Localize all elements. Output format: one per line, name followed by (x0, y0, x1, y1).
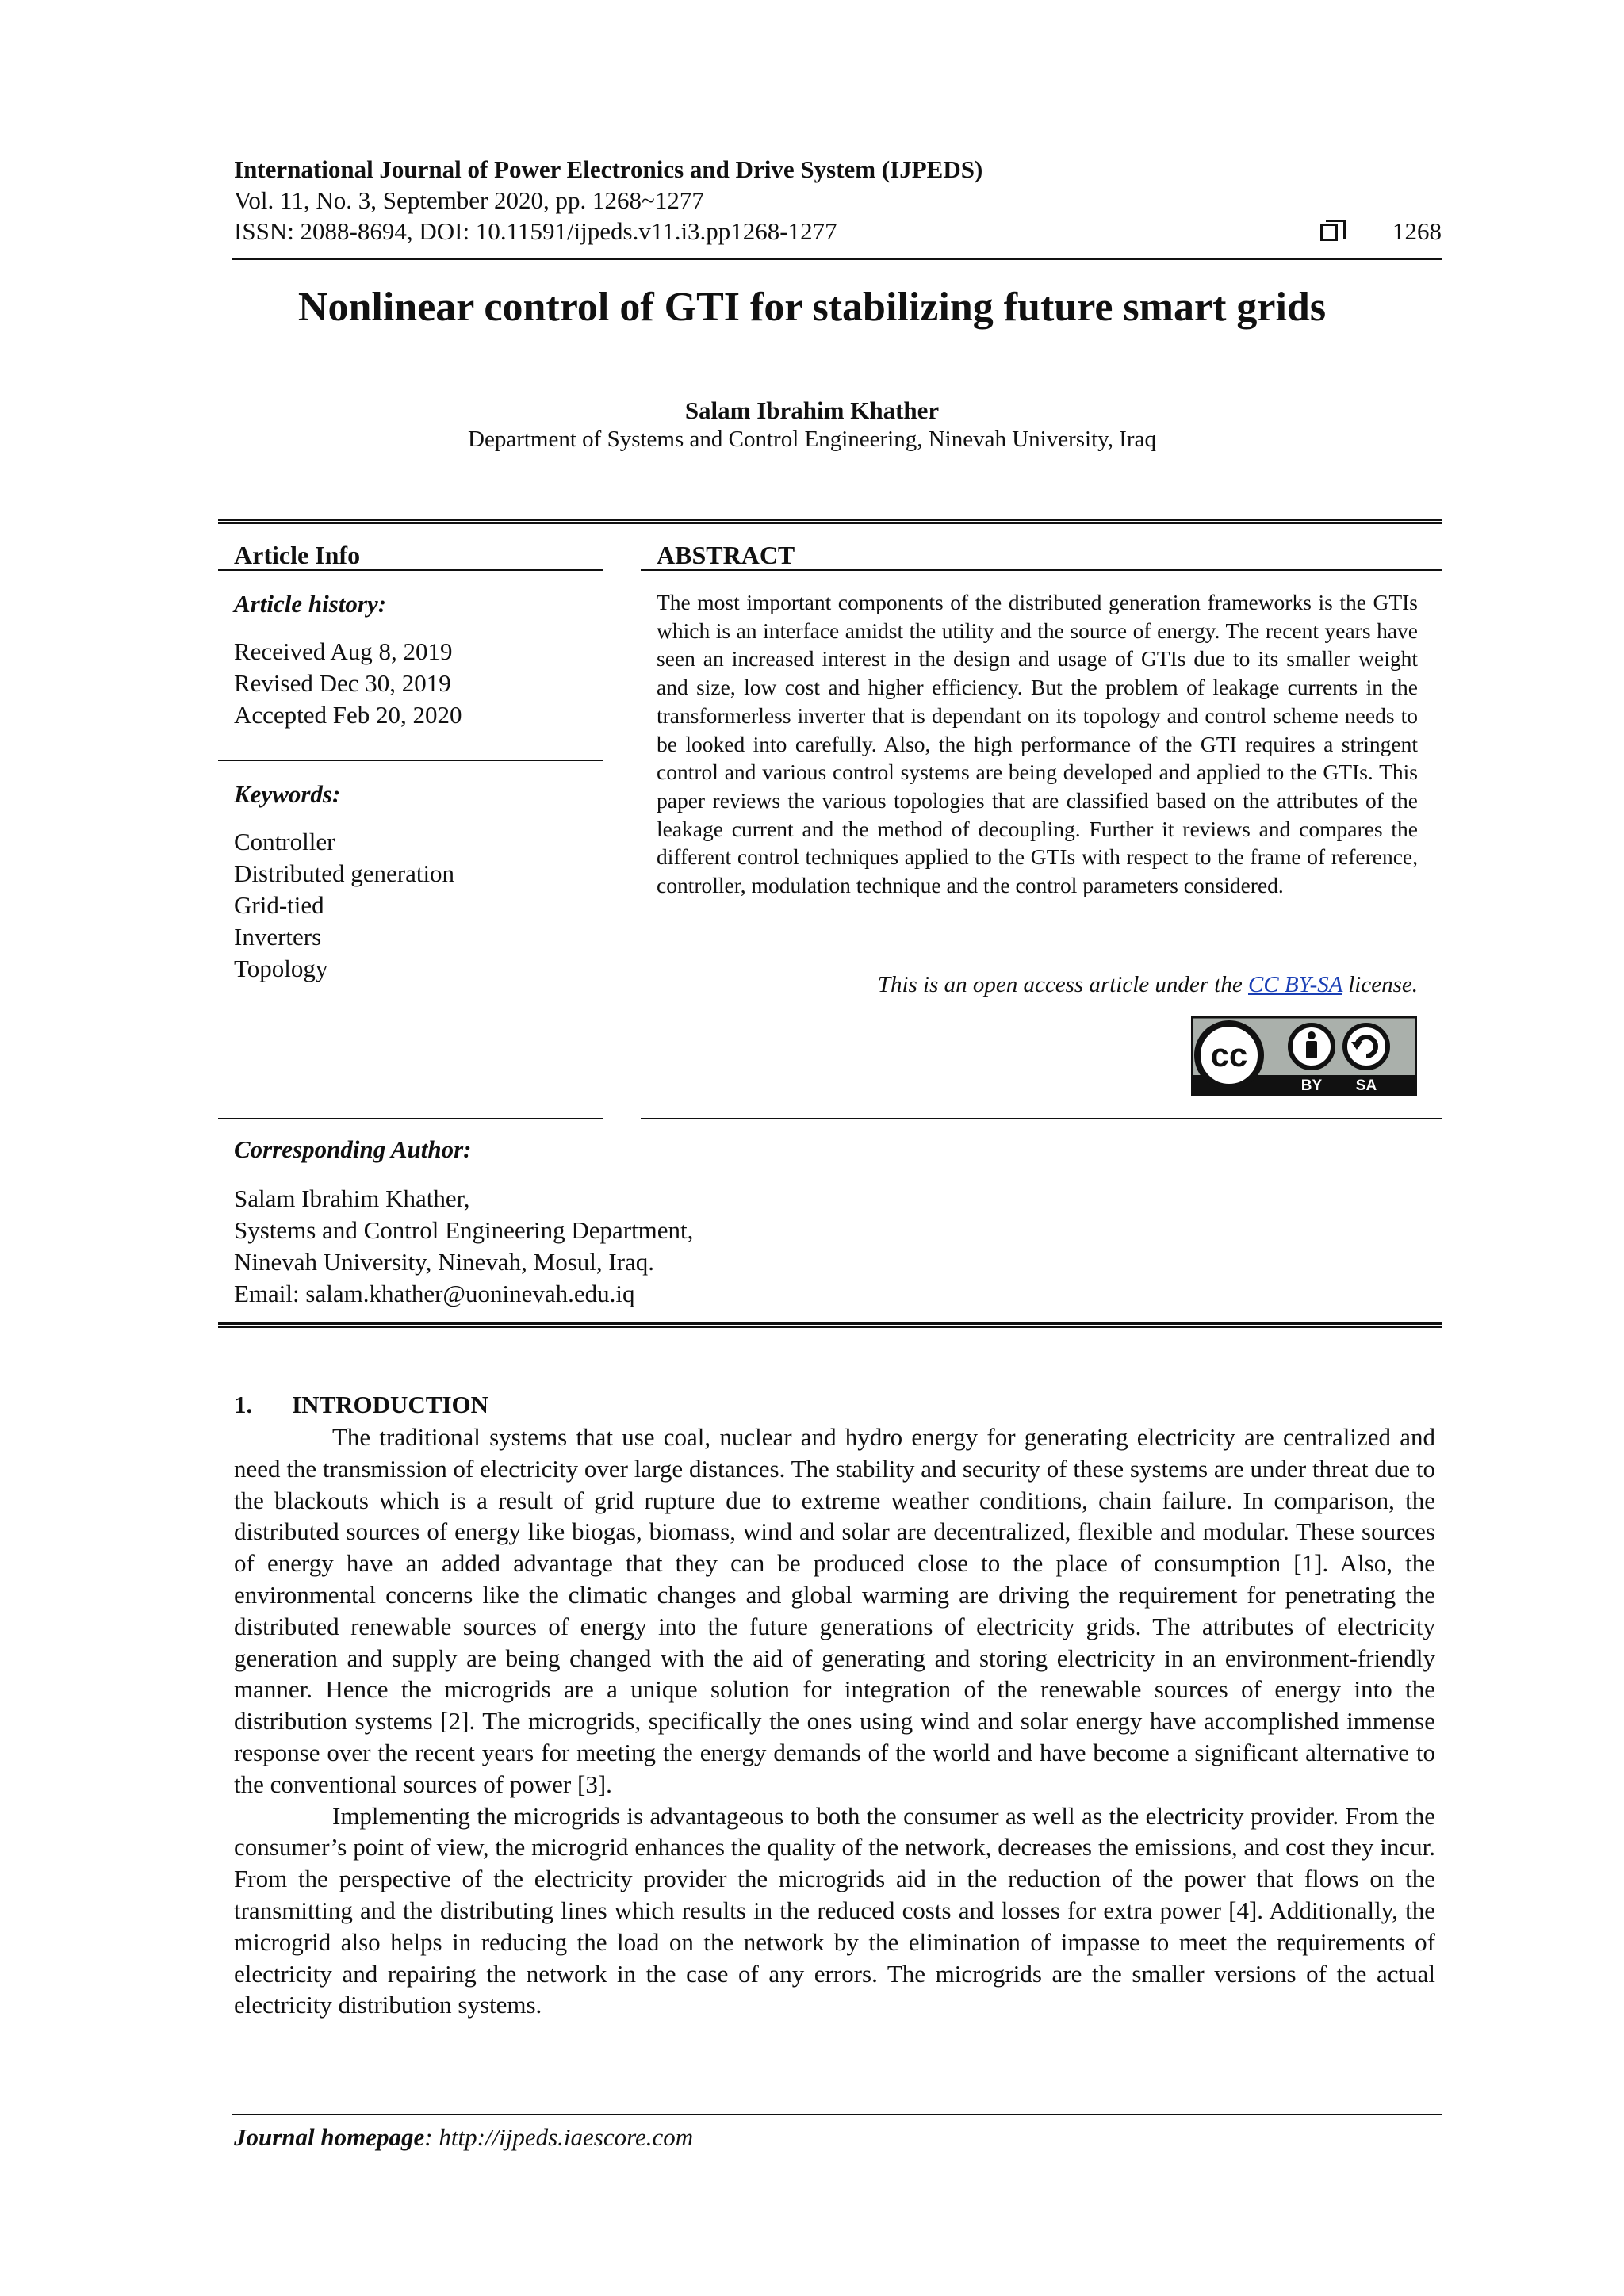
homepage-label: Journal homepage (234, 2123, 425, 2151)
ca-name: Salam Ibrahim Khather, (234, 1184, 470, 1212)
keyword-item: Distributed generation (234, 859, 455, 887)
keyword-item: Inverters (234, 923, 322, 951)
article-info-rule (218, 569, 603, 571)
cc-by-sa-badge-icon[interactable] (1191, 1016, 1417, 1096)
license-link[interactable]: CC BY-SA (1248, 972, 1342, 997)
intro-paragraph: The traditional systems that use coal, nuclear and hydro energy for generating electricity are centralized and need the transmission of electricity over large distances. The stability and security of these systems are under threat due to the blackouts which is a result of grid rupture due to extreme weather conditions, chain failure. In comparison, the distributed sources of energy like biogas, biomass, wind and solar are decentralized, flexible and modular. These sources of energy have an added advantage that they can be produced close to the place of consumption [1]. Also, the environmental concerns like the climatic changes and global warming are driving the requirement for penetrating the distributed renewable sources of energy into the future generations of electricity grids. The attributes of electricity generation and supply are being changed with the aid of generating and storing electricity in an environment-friendly manner. Hence the microgrids are a unique solution for integration of the renewable sources of energy into the distribution systems [2]. The microgrids, specifically the ones using wind and solar energy have accomplished immense response over the recent years for meeting the energy demands of the world and have become a significant alternative to the conventional sources of power [3]. (234, 1423, 1435, 1798)
introduction-body (234, 1422, 1435, 2021)
section-number: 1. (234, 1391, 253, 1418)
journal-name: International Journal of Power Electronics and Drive System (IJPEDS) (234, 155, 983, 183)
right-column-end-rule (641, 1118, 1442, 1119)
issn-doi: ISSN: 2088-8694, DOI: 10.11591/ijpeds.v11.i3.pp1268-1277 (234, 217, 837, 245)
license-prefix: This is an open access article under the (877, 972, 1248, 997)
keyword-item: Grid-tied (234, 891, 324, 919)
volume-info: Vol. 11, No. 3, September 2020, pp. 1268~1277 (234, 186, 704, 214)
info-top-rule (218, 519, 1442, 524)
keyword-item: Controller (234, 828, 335, 855)
page-box-icon (1320, 224, 1338, 241)
ca-email: Email: salam.khather@uoninevah.edu.iq (234, 1280, 635, 1307)
keywords-rule (218, 760, 603, 761)
journal-homepage (234, 2123, 693, 2152)
ca-university: Ninevah University, Ninevah, Mosul, Iraq. (234, 1248, 655, 1276)
license-suffix: license. (1342, 972, 1418, 997)
sa-label: SA (1355, 1077, 1377, 1094)
corresponding-author-details (234, 1183, 693, 1310)
history-received: Received Aug 8, 2019 (234, 637, 453, 665)
section-heading-introduction (234, 1391, 488, 1419)
corresponding-author-heading: Corresponding Author: (234, 1135, 472, 1163)
keyword-item: Topology (234, 955, 328, 982)
intro-paragraph: Implementing the microgrids is advantageous to both the consumer as well as the electricity provider. From the consumer’s point of view, the microgrid enhances the quality of the network, decreases the emissions, and cost they incur. From the perspective of the electricity provider the microgrids aid in the reduction of the power that flows on the transmitting and the distributing lines which results in the reduced costs and losses for extra power [4]. Additionally, the microgrid also helps in reducing the load on the network by the elimination of impasse to meet the requirements of electricity and repairing the network in the case of any errors. The microgrids are the smaller versions of the actual electricity distribution systems. (234, 1801, 1435, 2019)
abstract-rule (641, 569, 1442, 571)
info-bottom-rule (218, 1322, 1442, 1328)
history-accepted: Accepted Feb 20, 2020 (234, 701, 462, 729)
page-number: 1268 (1392, 217, 1442, 245)
cc-label: cc (1210, 1036, 1248, 1073)
keywords-list (234, 826, 454, 985)
author-affiliation: Department of Systems and Control Engineering, Ninevah University, Iraq (468, 427, 1156, 452)
article-info-heading: Article Info (234, 541, 361, 569)
history-heading: Article history: (234, 590, 387, 618)
license-statement (878, 972, 1418, 998)
ca-department: Systems and Control Engineering Department, (234, 1216, 694, 1244)
homepage-url[interactable]: : http://ijpeds.iaescore.com (424, 2123, 694, 2151)
paper-title: Nonlinear control of GTI for stabilizing future smart grids (297, 285, 1327, 330)
footer-rule (232, 2114, 1442, 2115)
left-column-end-rule (218, 1118, 603, 1119)
by-label: BY (1300, 1077, 1323, 1094)
author-name: Salam Ibrahim Khather (684, 396, 940, 424)
keywords-heading: Keywords: (234, 780, 341, 808)
history-revised: Revised Dec 30, 2019 (234, 669, 451, 697)
header-rule (232, 258, 1442, 260)
history-list (234, 636, 462, 731)
abstract-text: The most important components of the distributed generation frameworks is the GTIs which is an interface amidst the utility and the source of energy. The recent years have seen an increased interest in the design and usage of GTIs due to its smaller weight and size, low cost and higher efficiency. But the problem of leakage currents in the transformerless inverter that is dependant on its topology and control scheme needs to be looked into carefully. Also, the high performance of the GTI requires a stringent control and various control systems are being developed and applied to the GTIs. This paper reviews the various topologies that are classified based on the attributes of the leakage current and the method of decoupling. Further it reviews and compares the different control techniques applied to the GTIs with respect to the frame of reference, controller, modulation technique and the control parameters considered. (657, 590, 1418, 898)
section-title: INTRODUCTION (292, 1391, 489, 1418)
abstract-heading: ABSTRACT (657, 541, 795, 569)
